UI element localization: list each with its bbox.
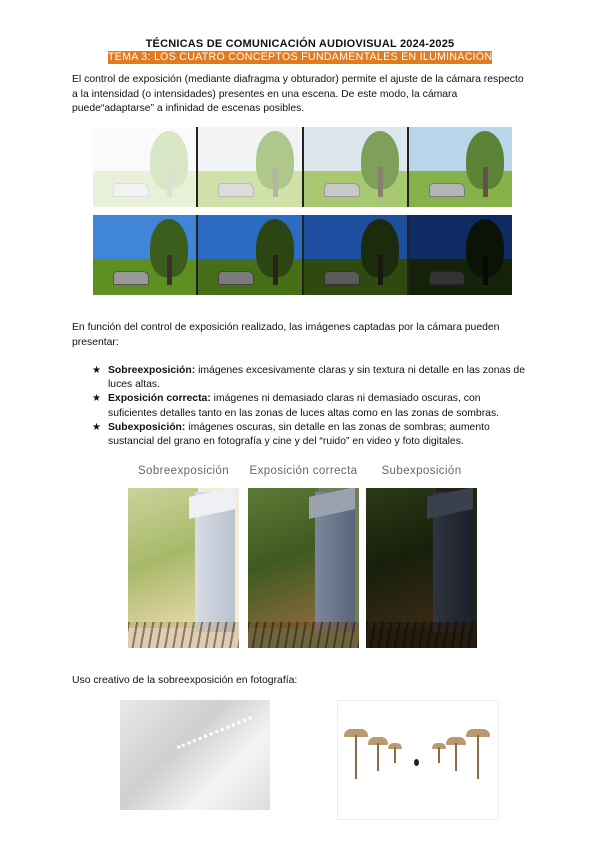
sequence-frame	[304, 215, 407, 295]
overexposed-photo	[128, 488, 239, 648]
creative-use-paragraph: Uso creativo de la sobreexposición en fotografía:	[72, 675, 298, 686]
definition-overexposure: imágenes excesivamente claras y sin textura ni detalle en las zonas de luces altas.	[108, 365, 525, 391]
results-intro-paragraph: En función del control de exposición realizado, las imágenes captadas por la cámara pueden presentar:	[72, 322, 500, 348]
sequence-frame	[409, 215, 512, 295]
list-item	[92, 364, 532, 392]
term-overexposure: Sobreexposición:	[108, 365, 196, 376]
high-key-beach-umbrellas-photo	[337, 700, 499, 820]
underexposed-photo	[366, 488, 477, 648]
sequence-frame	[93, 215, 196, 295]
underexposure-panel	[366, 466, 477, 648]
sequence-frame	[93, 127, 196, 207]
list-item	[92, 421, 532, 449]
correctly-exposed-photo	[248, 488, 359, 648]
list-item	[92, 392, 532, 420]
topic-banner: TEMA 3: LOS CUATRO CONCEPTOS FUNDAMENTALES EN ILUMINACIÓN	[108, 51, 492, 63]
definition-underexposure: imágenes oscuras, sin detalle en las zonas de sombras; aumento sustancial del grano en fotografía y cine y del “ruido” en video y foto digitales.	[108, 421, 490, 448]
star-icon: ★	[92, 421, 101, 433]
star-icon: ★	[92, 393, 101, 405]
sequence-frame	[304, 127, 407, 207]
sequence-frame	[409, 127, 512, 207]
term-correct-exposure: Exposición correcta:	[108, 393, 211, 405]
dewdrop-line	[177, 716, 264, 777]
definition-correct-exposure: imágenes ni demasiado claras ni demasiado oscuras, con suficientes detalles tanto en las zonas de luces altas como en las zonas de sombras.	[108, 393, 500, 419]
sequence-frame	[198, 127, 301, 207]
exposure-types-list	[92, 364, 532, 449]
sequence-frame	[198, 215, 301, 295]
course-title: TÉCNICAS DE COMUNICACIÓN AUDIOVISUAL 2024-2025	[145, 38, 455, 50]
high-key-dewdrops-photo	[120, 700, 270, 810]
underexposure-label: Subexposición	[381, 465, 462, 477]
overexposure-panel	[128, 466, 239, 648]
star-icon: ★	[92, 365, 101, 376]
correct-exposure-label: Exposición correcta	[249, 465, 358, 477]
intro-paragraph: El control de exposición (mediante diafragma y obturador) permite el ajuste de la cámara respecto a la intensidad (o intensidades) presentes en una escena. De este modo, la cámara puede“adaptarse” a infinidad de escenas posibles.	[72, 74, 524, 115]
term-underexposure: Subexposición:	[108, 421, 186, 433]
overexposure-label: Sobreexposición	[137, 465, 230, 477]
correct-exposure-panel	[248, 466, 359, 648]
exposure-sequence-bottom	[93, 215, 512, 295]
exposure-sequence-top	[93, 127, 512, 207]
